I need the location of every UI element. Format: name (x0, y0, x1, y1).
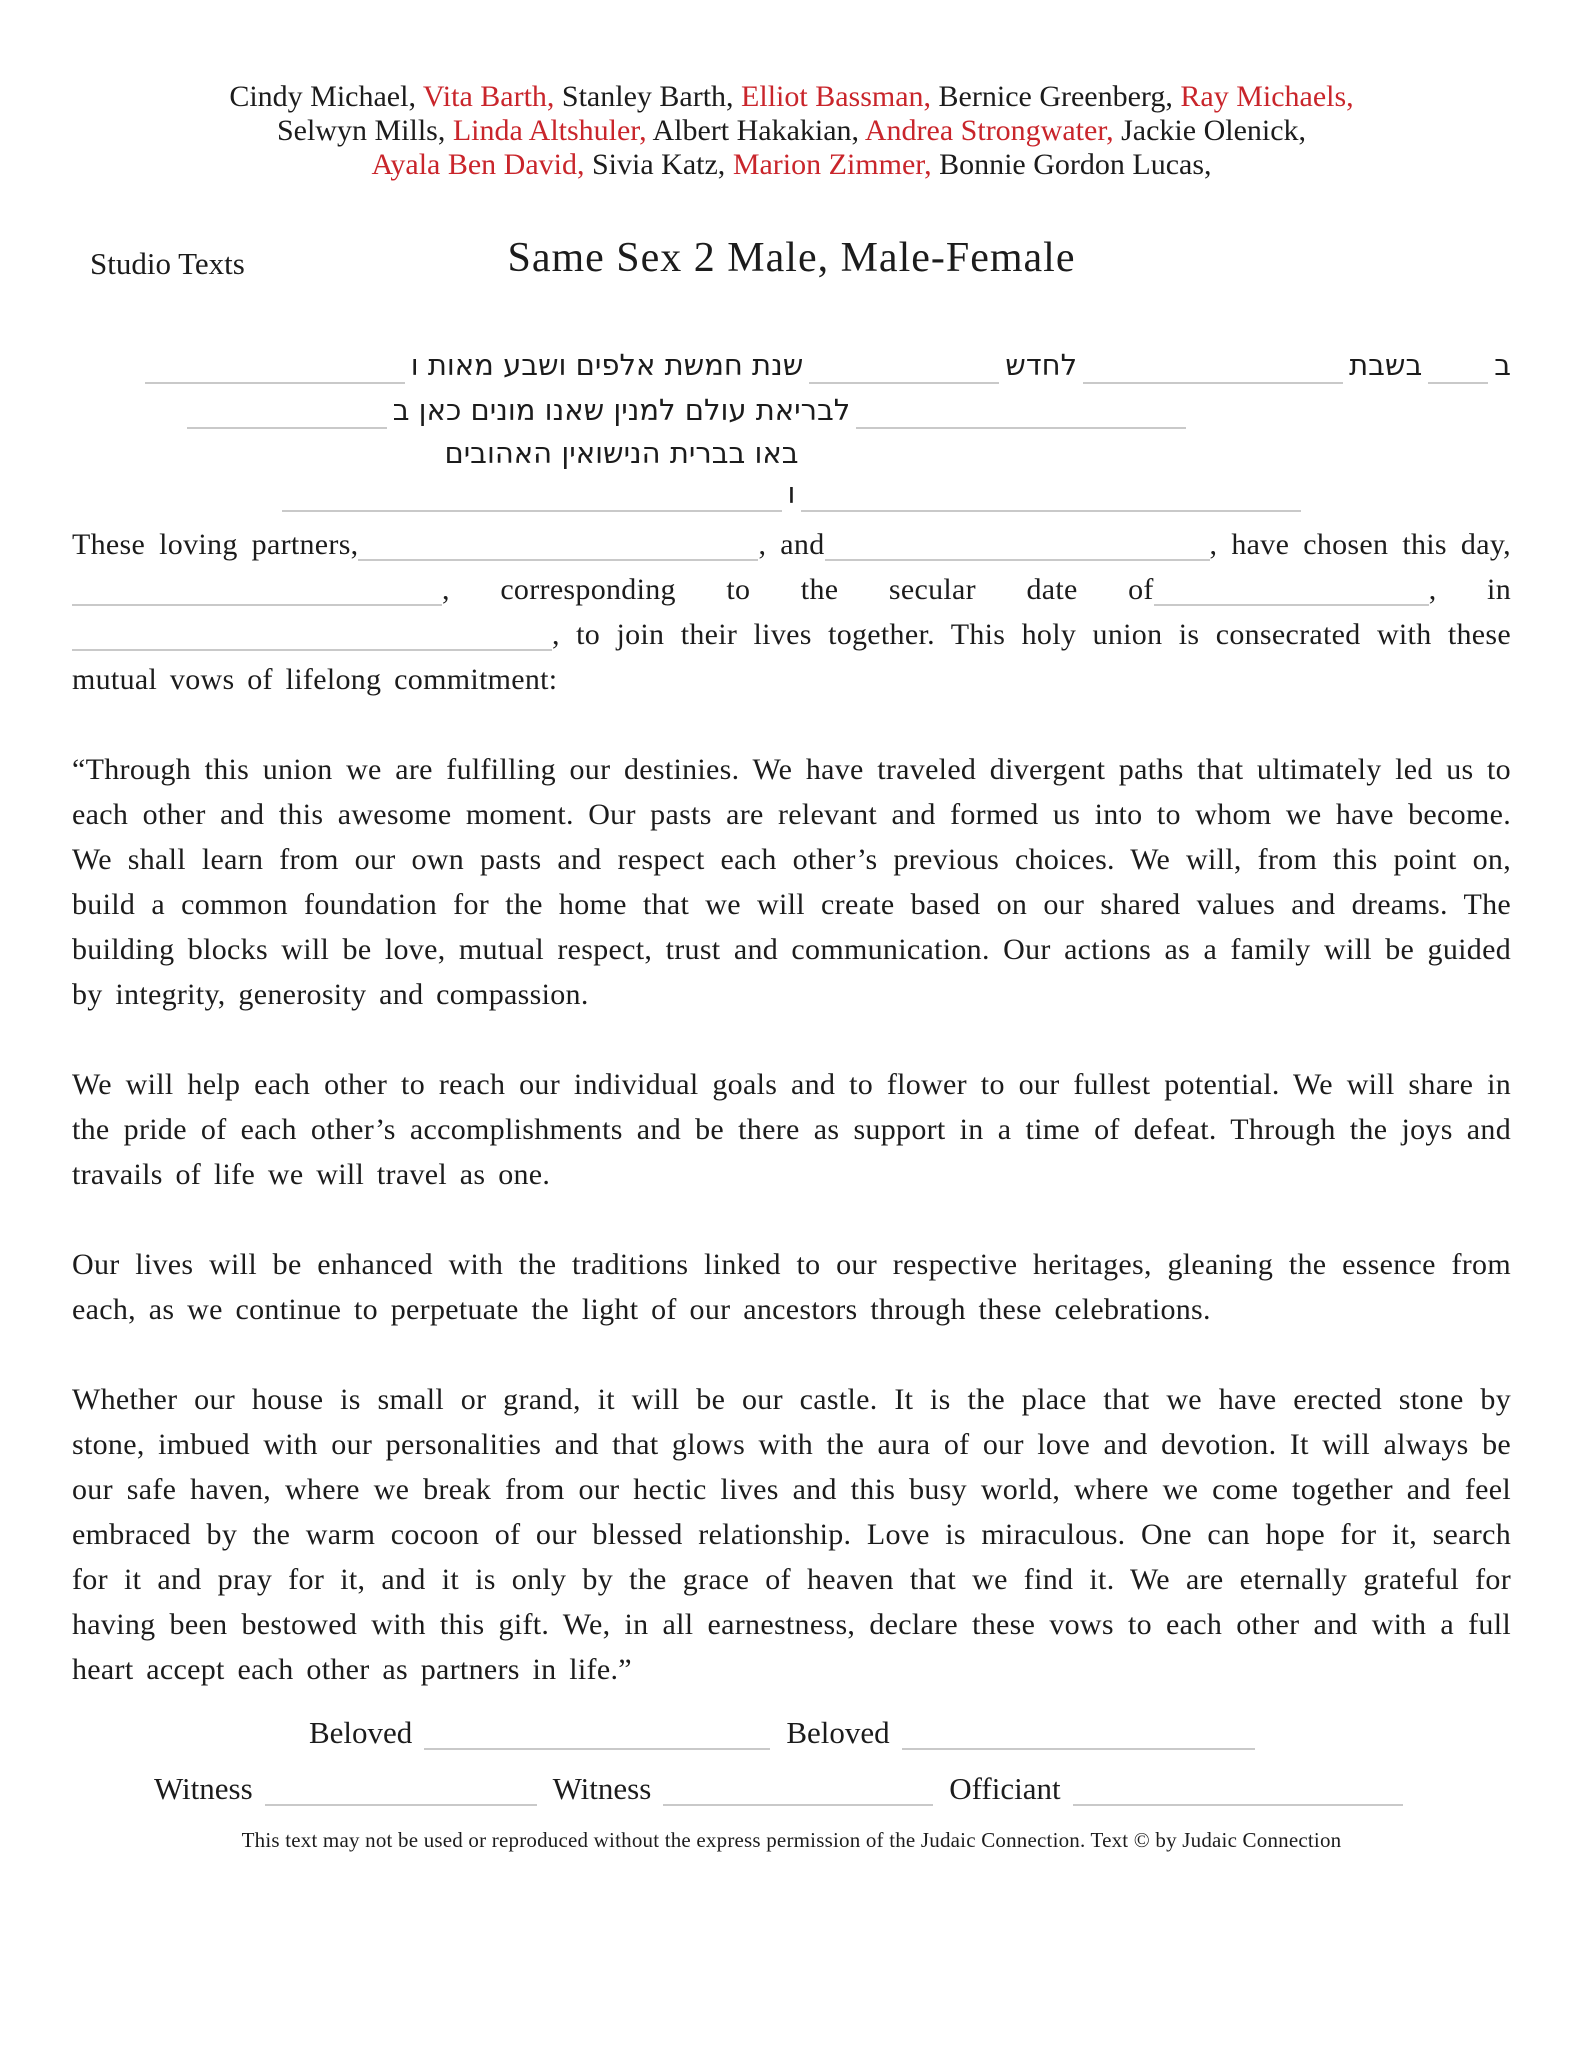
hebrew-line-1 (72, 342, 1511, 388)
partner-name-blank-line (282, 508, 782, 512)
witness-signature-blank-1 (265, 1802, 537, 1806)
vow-paragraph-3: Our lives will be enhanced with the traditions linked to our respective heritages, gleaning the essence from each, as we continue to perpetuate the light of our ancestors through these celebrations. (72, 1248, 1511, 1326)
artists-header (72, 0, 1511, 182)
hebrew-date-blank-line (72, 602, 442, 606)
vow-paragraph-2: We will help each other to reach our individual goals and to flower to our fullest potential. We will share in the pride of each other’s accomplishments and be there as support in a time of defeat. Through the joys and travails of life we will travel as one. (72, 1068, 1511, 1191)
hebrew-beshabbat: בשבת (1349, 348, 1423, 382)
partner-name-blank-line (825, 557, 1210, 561)
place-blank-line (187, 425, 387, 429)
secular-date-blank-line (1154, 602, 1429, 606)
studio-texts-label: Studio Texts (90, 246, 245, 281)
vow-paragraph-4: Whether our house is small or grand, it will be our castle. It is the place that we have erected stone by stone, imbued with our personalities and that glows with the aura of our love and devotion. It will always be our safe haven, where we break from our hectic lives and this busy world, where we come together and feel embraced by the warm cocoon of our blessed relationship. Love is miraculous. One can hope for it, search for it and pray for it, and it is only by the grace of heaven that we find it. We are eternally grateful for having been bestowed with this gift. We, in all earnestness, declare these vows to each other and with a full heart accept each other as partners in life.” (72, 1383, 1511, 1686)
officiant-label: Officiant (949, 1771, 1061, 1806)
fill-in-text: , have chosen this day, (1209, 528, 1511, 561)
partner-name-blank-line (801, 508, 1301, 512)
witness-label-2: Witness (552, 1771, 652, 1806)
officiant-signature-blank (1073, 1802, 1403, 1806)
hebrew-lachodesh: לחדש (1005, 348, 1078, 382)
vow-paragraph-1: “Through this union we are fulfilling our destinies. We have traveled divergent paths that ultimately led us to each other and this awesome moment. Our pasts are relevant and formed us into to whom we have become. We shall learn from our own pasts and respect each other’s previous choices. We will, from this point on, build a common foundation for the home that we will create based on our shared values and dreams. The building blocks will be love, mutual respect, trust and communication. Our actions as a family will be guided by integrity, generosity and compassion. (72, 753, 1511, 1011)
artist-name: Selwyn Mills, (276, 114, 453, 147)
artist-name: Bonnie Gordon Lucas, (931, 148, 1212, 181)
artist-name: Ayala Ben David, (371, 148, 585, 181)
month-blank-line (809, 380, 999, 384)
beloved-label-2: Beloved (786, 1715, 890, 1750)
witness-signature-blank-2 (663, 1802, 933, 1806)
artist-name: Ray Michaels, (1180, 80, 1354, 113)
artist-name: Sivia Katz, (584, 148, 733, 181)
hebrew-covenant-phrase: באו בברית הנישואין האהובים (444, 436, 799, 470)
hebrew-line-4 (72, 474, 1511, 512)
artist-name: Stanley Barth, (554, 80, 742, 113)
artist-name: Albert Hakakian, (646, 114, 865, 147)
fill-in-paragraph (72, 522, 1511, 702)
vav-and-separator: ו (787, 476, 796, 510)
artist-name: Vita Barth, (422, 80, 555, 113)
hebrew-year-phrase: שנת חמשת אלפים ושבע מאות ו (410, 348, 804, 382)
witness-label-1: Witness (154, 1771, 253, 1806)
artist-name: Cindy Michael, (229, 80, 423, 113)
artists-line-1 (72, 80, 1511, 114)
artist-name: Jackie Olenick, (1113, 114, 1307, 147)
partner-name-blank-line (358, 557, 758, 561)
year-blank-line (145, 380, 405, 384)
artist-name: Linda Altshuler, (452, 114, 647, 147)
artist-name: Bernice Greenberg, (931, 80, 1181, 113)
week-blank-line (1083, 380, 1343, 384)
copyright-notice: This text may not be used or reproduced without the express permission of the Judaic Connection. Text © by Judaic Connection (241, 1828, 1342, 1852)
witness-signature-row (154, 1766, 1511, 1812)
fill-in-text: , to join their lives together. This holy union is consecrated with these mutual vows of lifelong commitment: (72, 618, 1511, 696)
fill-in-text: , in (1428, 573, 1511, 606)
day-blank-line (1428, 380, 1488, 384)
fill-in-text: , and (758, 528, 825, 561)
beloved-signature-blank-2 (902, 1746, 1255, 1750)
title-row (72, 234, 1511, 296)
hebrew-creation-phrase: לבריאת עולם למנין שאנו מונים כאן ב (392, 393, 851, 427)
page-title: Same Sex 2 Male, Male-Female (507, 235, 1076, 281)
fill-in-text: , corresponding to the secular date of (442, 573, 1154, 606)
beloved-signature-row (309, 1710, 1511, 1756)
artists-line-2 (72, 114, 1511, 148)
artist-name: Andrea Strongwater, (864, 114, 1114, 147)
hebrew-line-2 (0, 388, 1406, 432)
beloved-signature-blank-1 (424, 1746, 770, 1750)
artist-name: Marion Zimmer, (732, 148, 932, 181)
hebrew-line-3 (0, 432, 1341, 474)
beloved-label-1: Beloved (309, 1715, 413, 1750)
artists-line-3 (72, 148, 1511, 182)
artist-name: Elliot Bassman, (741, 80, 932, 113)
hebrew-day-prefix: ב (1494, 348, 1511, 382)
year-completion-blank-line (856, 425, 1186, 429)
fill-in-text: These loving partners, (72, 528, 359, 561)
location-blank-line (72, 647, 552, 651)
